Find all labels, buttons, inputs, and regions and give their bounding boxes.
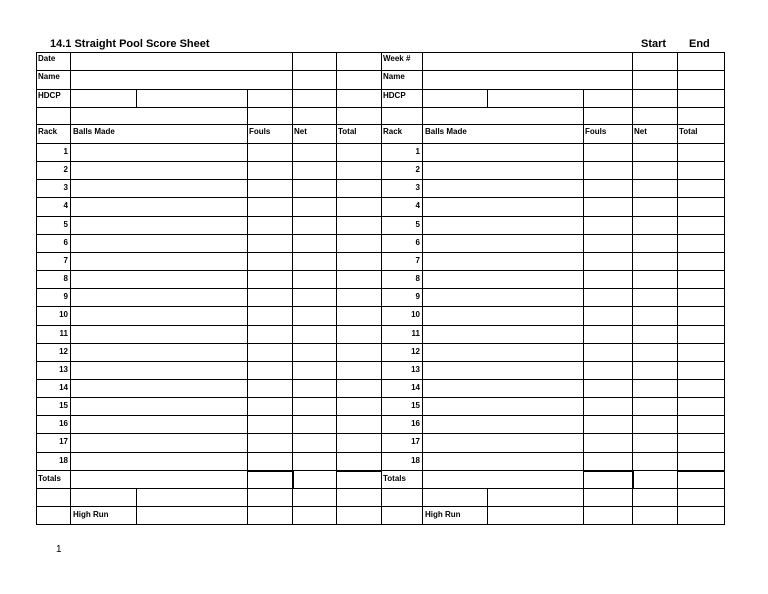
left-rack-number: 13 — [59, 365, 68, 374]
grid-line-vertical — [247, 89, 248, 525]
left-rack-number: 10 — [59, 310, 68, 319]
left-rack-number: 5 — [63, 220, 68, 229]
left-rack-number: 17 — [59, 437, 68, 446]
left-high-run-label: High Run — [73, 510, 109, 519]
right-column-header-4: Total — [679, 127, 698, 136]
grid-line-vertical — [583, 89, 584, 525]
grid-line-horizontal — [583, 470, 633, 472]
right-rack-number: 10 — [411, 310, 420, 319]
grid-line-vertical — [292, 470, 294, 488]
right-rack-number: 7 — [415, 256, 420, 265]
left-rack-number: 11 — [59, 329, 68, 338]
left-rack-number: 3 — [63, 183, 68, 192]
grid-line-vertical — [422, 52, 423, 525]
left-rack-number: 8 — [63, 274, 68, 283]
left-rack-number: 6 — [63, 238, 68, 247]
right-rack-number: 6 — [415, 238, 420, 247]
grid-line-horizontal — [247, 470, 293, 472]
left-header-label-1: Name — [38, 72, 60, 81]
right-rack-number: 2 — [415, 165, 420, 174]
left-column-header-3: Net — [294, 127, 307, 136]
right-rack-number: 14 — [411, 383, 420, 392]
right-header-label-0: Week # — [383, 54, 411, 63]
grid-line-vertical — [487, 488, 488, 525]
right-column-header-0: Rack — [383, 127, 403, 136]
right-rack-number: 1 — [415, 147, 420, 156]
right-rack-number: 3 — [415, 183, 420, 192]
right-column-header-3: Net — [634, 127, 647, 136]
right-totals-label: Totals — [383, 474, 406, 483]
grid-line-vertical — [70, 52, 71, 525]
right-rack-number: 12 — [411, 347, 420, 356]
right-rack-number: 15 — [411, 401, 420, 410]
left-column-header-1: Balls Made — [73, 127, 115, 136]
left-rack-number: 12 — [59, 347, 68, 356]
grid-line-vertical — [336, 52, 337, 525]
grid-line-horizontal — [336, 470, 382, 472]
grid-line-vertical — [136, 488, 137, 525]
right-column-header-1: Balls Made — [425, 127, 467, 136]
left-rack-number: 2 — [63, 165, 68, 174]
left-rack-number: 16 — [59, 419, 68, 428]
left-column-header-4: Total — [338, 127, 357, 136]
left-column-header-2: Fouls — [249, 127, 271, 136]
end-label: End — [689, 38, 710, 50]
left-header-label-2: HDCP — [38, 91, 61, 100]
right-rack-number: 4 — [415, 201, 420, 210]
left-rack-number: 15 — [59, 401, 68, 410]
sheet-title: 14.1 Straight Pool Score Sheet — [50, 38, 210, 50]
grid-line-vertical — [632, 470, 634, 488]
grid-line-vertical — [136, 89, 137, 108]
grid-line-horizontal — [677, 470, 725, 472]
page-number: 1 — [56, 544, 62, 555]
start-label: Start — [641, 38, 667, 50]
left-rack-number: 9 — [63, 292, 68, 301]
left-column-header-0: Rack — [38, 127, 58, 136]
grid-line-vertical — [677, 52, 678, 525]
right-rack-number: 9 — [415, 292, 420, 301]
right-rack-number: 18 — [411, 456, 420, 465]
left-rack-number: 1 — [63, 147, 68, 156]
right-rack-number: 8 — [415, 274, 420, 283]
left-rack-number: 18 — [59, 456, 68, 465]
left-rack-number: 4 — [63, 201, 68, 210]
right-rack-number: 16 — [411, 419, 420, 428]
grid-line-vertical — [724, 52, 725, 525]
left-totals-label: Totals — [38, 474, 61, 483]
right-column-header-2: Fouls — [585, 127, 607, 136]
grid-line-vertical — [487, 89, 488, 108]
left-rack-number: 7 — [63, 256, 68, 265]
right-high-run-label: High Run — [425, 510, 461, 519]
right-rack-number: 5 — [415, 220, 420, 229]
grid-line-vertical — [292, 52, 293, 525]
left-header-label-0: Date — [38, 54, 56, 63]
right-rack-number: 17 — [411, 437, 420, 446]
right-header-label-2: HDCP — [383, 91, 406, 100]
left-rack-number: 14 — [59, 383, 68, 392]
right-rack-number: 13 — [411, 365, 420, 374]
grid-line-vertical — [632, 52, 633, 525]
right-header-label-1: Name — [383, 72, 405, 81]
right-rack-number: 11 — [411, 329, 420, 338]
grid-line-vertical — [583, 89, 584, 107]
